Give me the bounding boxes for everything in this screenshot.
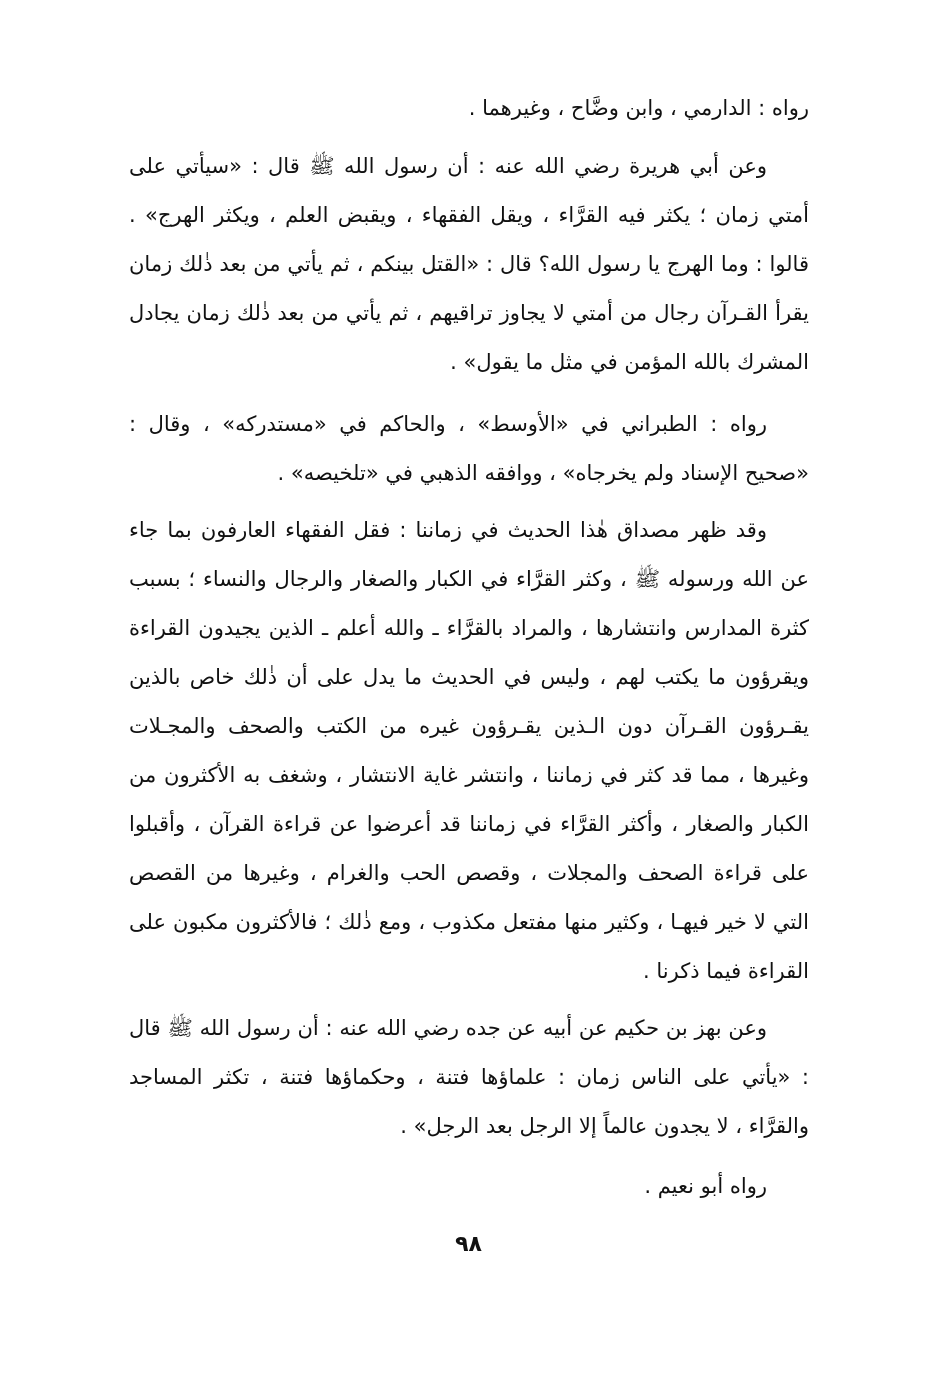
page-number: ٩٨	[455, 1232, 482, 1257]
hadith-abu-hurayra: وعن أبي هريرة رضي الله عنه : أن رسول الله ﷺ قال : «سيأتي على أمتي زمان ؛ يكثر فيه القرَّاء ، ويقل الفقهاء ، ويقبض العلم ، ويكثر الهرج» . قالوا : وما الهرج يا رسول الله؟ قال : «القتل بينكم ، ثم يأتي من بعد ذٰلك زمان يقرأ القـرآن رجال من أمتي لا يجاوز تراقيهم ، ثم يأتي من بعد ذٰلك زمان يجادل المشرك بالله المؤمن في مثل ما يقول» .	[129, 154, 809, 374]
hadith-bahz-ibn-hakim: وعن بهز بن حكيم عن أبيه عن جده رضي الله عنه : أن رسول الله ﷺ قال : «يأتي على الناس زمان : علماؤها فتنة ، وحكماؤها فتنة ، تكثر المساجد والقرَّاء ، لا يجدون عالماً إلا الرجل بعد الرجل» .	[129, 1016, 809, 1138]
narration-tabarani: رواه : الطبراني في «الأوسط» ، والحاكم في «مستدركه» ، وقال : «صحيح الإسناد ولم يخرجاه» ، ووافقه الذهبي في «تلخيصه» .	[129, 412, 809, 485]
commentary-paragraph: وقد ظهر مصداق هٰذا الحديث في زماننا : فقل الفقهاء العارفون بما جاء عن الله ورسوله ﷺ ، وكثر القرَّاء في الكبار والصغار والرجال والنساء ؛ بسبب كثرة المدارس وانتشارها ، والمراد بالقرَّاء ـ والله أعلم ـ الذين يجيدون القراءة ويقرؤون ما يكتب لهم ، وليس في الحديث ما يدل على أن ذٰلك خاص بالذين يقـرؤون القـرآن دون الـذين يقـرؤون غيره من الكتب والصحف والمجـلات وغيرها ، مما قد كثر في زماننا ، وانتشر غاية الانتشار ، وشغف به الأكثرون من الكبار والصغار ، وأكثر القرَّاء في زماننا قد أعرضوا عن قراءة القرآن ، وأقبلوا على قراءة الصحف والمجلات ، وقصص الحب والغرام ، وغيرها من القصص التي لا خير فيهـا ، وكثير منها مفتعل مكذوب ، ومع ذٰلك ؛ فالأكثرون مكبون على القراءة فيما ذكرنا .	[129, 518, 809, 983]
narration-abu-nuaym: رواه أبو نعيم .	[644, 1174, 767, 1198]
narration-darimi: رواه : الدارمي ، وابن وضَّاح ، وغيرهما .	[468, 96, 809, 120]
